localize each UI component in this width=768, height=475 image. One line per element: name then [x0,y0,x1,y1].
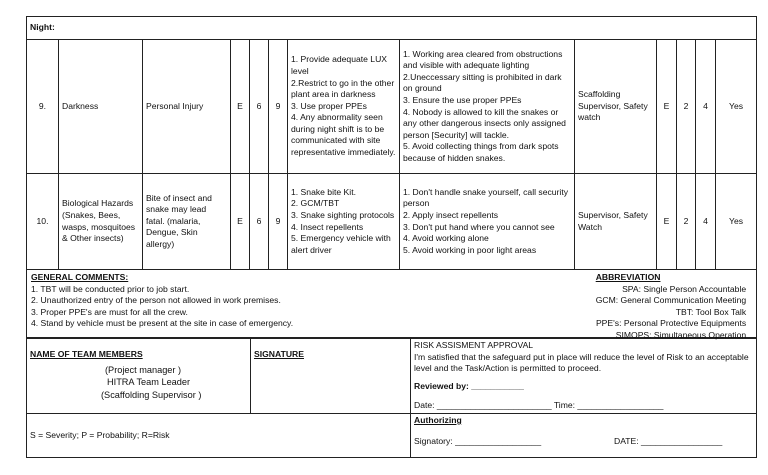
control-item: 4. Nobody is allowed to kill the snakes or any other dangerous insects only assigned person [Security] will tackle. [403,106,566,140]
risk-assessment-document [26,16,756,458]
hazard-table [26,16,757,338]
legend-text: S = Severity; P = Probability; R=Risk [30,429,170,440]
control-item: 2. Apply insect repellents [403,209,499,220]
residual-risk-cell: 4 [696,40,716,174]
control-item: 1. Provide adequate LUX level [291,54,388,76]
additional-controls [400,40,575,174]
comment-item: 4. Stand by vehicle must be present at the site in case of emergency. [31,318,294,329]
approval-statement: I'm satisfied that the safeguard put in place will reduce the level of Risk to an acceptable level and the Task/Action is permitted to proceed. [414,351,749,374]
comments-section [27,270,757,338]
date-field[interactable]: DATE: _________________ [614,435,723,446]
team-member: (Scaffolding Supervisor ) [101,389,202,400]
existing-controls [288,174,400,270]
team-member: (Project manager ) [105,364,182,375]
comment-item: 3. Proper PPE's are must for all the crew. [31,306,188,317]
acceptable-cell: Yes [716,40,757,174]
legend-cell [27,413,411,457]
approval-cell [411,339,757,414]
control-item: 5. Avoid collecting things from dark spots because of hidden snakes. [403,141,559,163]
control-item: 1. Snake bite Kit. [291,186,356,197]
abbreviation-item: TBT: Tool Box Talk [675,306,747,317]
residual-risk-cell: 4 [696,174,716,270]
table-row [27,174,757,270]
row-number: 10. [27,174,59,270]
comment-item: 1. TBT will be conducted prior to job start. [31,283,190,294]
control-item: 3. Use proper PPEs [291,100,367,111]
abbreviation-block [596,272,746,342]
residual-severity-cell: 2 [677,174,696,270]
abbreviation-title: ABBREVIATION [595,272,661,282]
approval-table [26,338,757,458]
table-row [27,40,757,174]
responsible-cell: Supervisor, Safety Watch [575,174,657,270]
control-item: 4. Avoid working alone [403,233,489,244]
hazard-cell: Biological Hazards (Snakes, Bees, wasps, mosquitoes & Other insects) [59,174,143,270]
signature-cell [251,339,411,414]
abbreviation-item: GCM: General Communication Meeting [595,295,747,306]
risk-cell: 9 [269,174,288,270]
team-members-title: NAME OF TEAM MEMBERS [30,349,143,359]
control-item: 1. Working area cleared from obstructions and visible with adequate lighting [403,48,563,71]
hazard-cell: Darkness [59,40,143,174]
control-item: 2.Uneccessary sitting is prohibited in dark on ground [403,71,562,94]
signature-title: SIGNATURE [254,349,304,359]
control-item: 3. Ensure the use proper PPEs [403,94,522,105]
code-cell: E [231,40,250,174]
residual-severity-cell: 2 [677,40,696,174]
code-cell: E [231,174,250,270]
general-comments-title: GENERAL COMMENTS: [31,272,129,282]
abbreviation-item: SPA: Single Person Accountable [622,283,747,294]
additional-controls [400,174,575,270]
authorizing-cell [411,413,757,457]
risk-cell: 9 [269,40,288,174]
control-item: 2.Restrict to go in the other plant area in darkness [291,77,395,100]
control-item: 4. Any abnormality seen during night shift is to be communicated with site representative immediately. [291,112,396,158]
date-time-field[interactable]: Date: ________________________ Time: __________________ [414,400,664,411]
severity-cell: 6 [250,174,269,270]
severity-cell: 6 [250,40,269,174]
team-member: HITRA Team Leader [107,377,191,388]
approval-title: RISK ASSISMENT APPROVAL [414,340,534,350]
comment-item: 2. Unauthorized entry of the person not allowed in work premises. [31,295,281,306]
control-item: 3. Don't put hand where you cannot see [403,221,555,232]
abbreviation-item: SIMOPS: Simultaneous Operation [615,329,747,340]
night-section-label: Night: [27,17,757,40]
existing-controls [288,40,400,174]
control-item: 4. Insect repellents [291,221,364,232]
responsible-cell: Scaffolding Supervisor, Safety watch [575,40,657,174]
control-item: 5. Emergency vehicle with alert driver [291,233,391,255]
control-item: 3. Snake sighting protocols [291,209,395,220]
authorizing-title: Authorizing [414,414,462,425]
team-members-cell [27,339,251,414]
reviewed-by-field[interactable]: Reviewed by: ___________ [414,380,524,391]
abbreviation-item: PPE's: Personal Protective Equipments [595,318,747,329]
residual-code-cell: E [657,174,677,270]
control-item: 5. Avoid working in poor light areas [403,244,537,255]
row-number: 9. [27,40,59,174]
acceptable-cell: Yes [716,174,757,270]
effect-cell: Personal Injury [143,40,231,174]
signatory-field[interactable]: Signatory: __________________ [414,435,542,446]
control-item: 2. GCM/TBT [291,198,340,209]
residual-code-cell: E [657,40,677,174]
control-item: 1. Don't handle snake yourself, call security person [403,186,569,209]
effect-cell: Bite of insect and snake may lead fatal. (malaria, Dengue, Skin allergy) [143,174,231,270]
